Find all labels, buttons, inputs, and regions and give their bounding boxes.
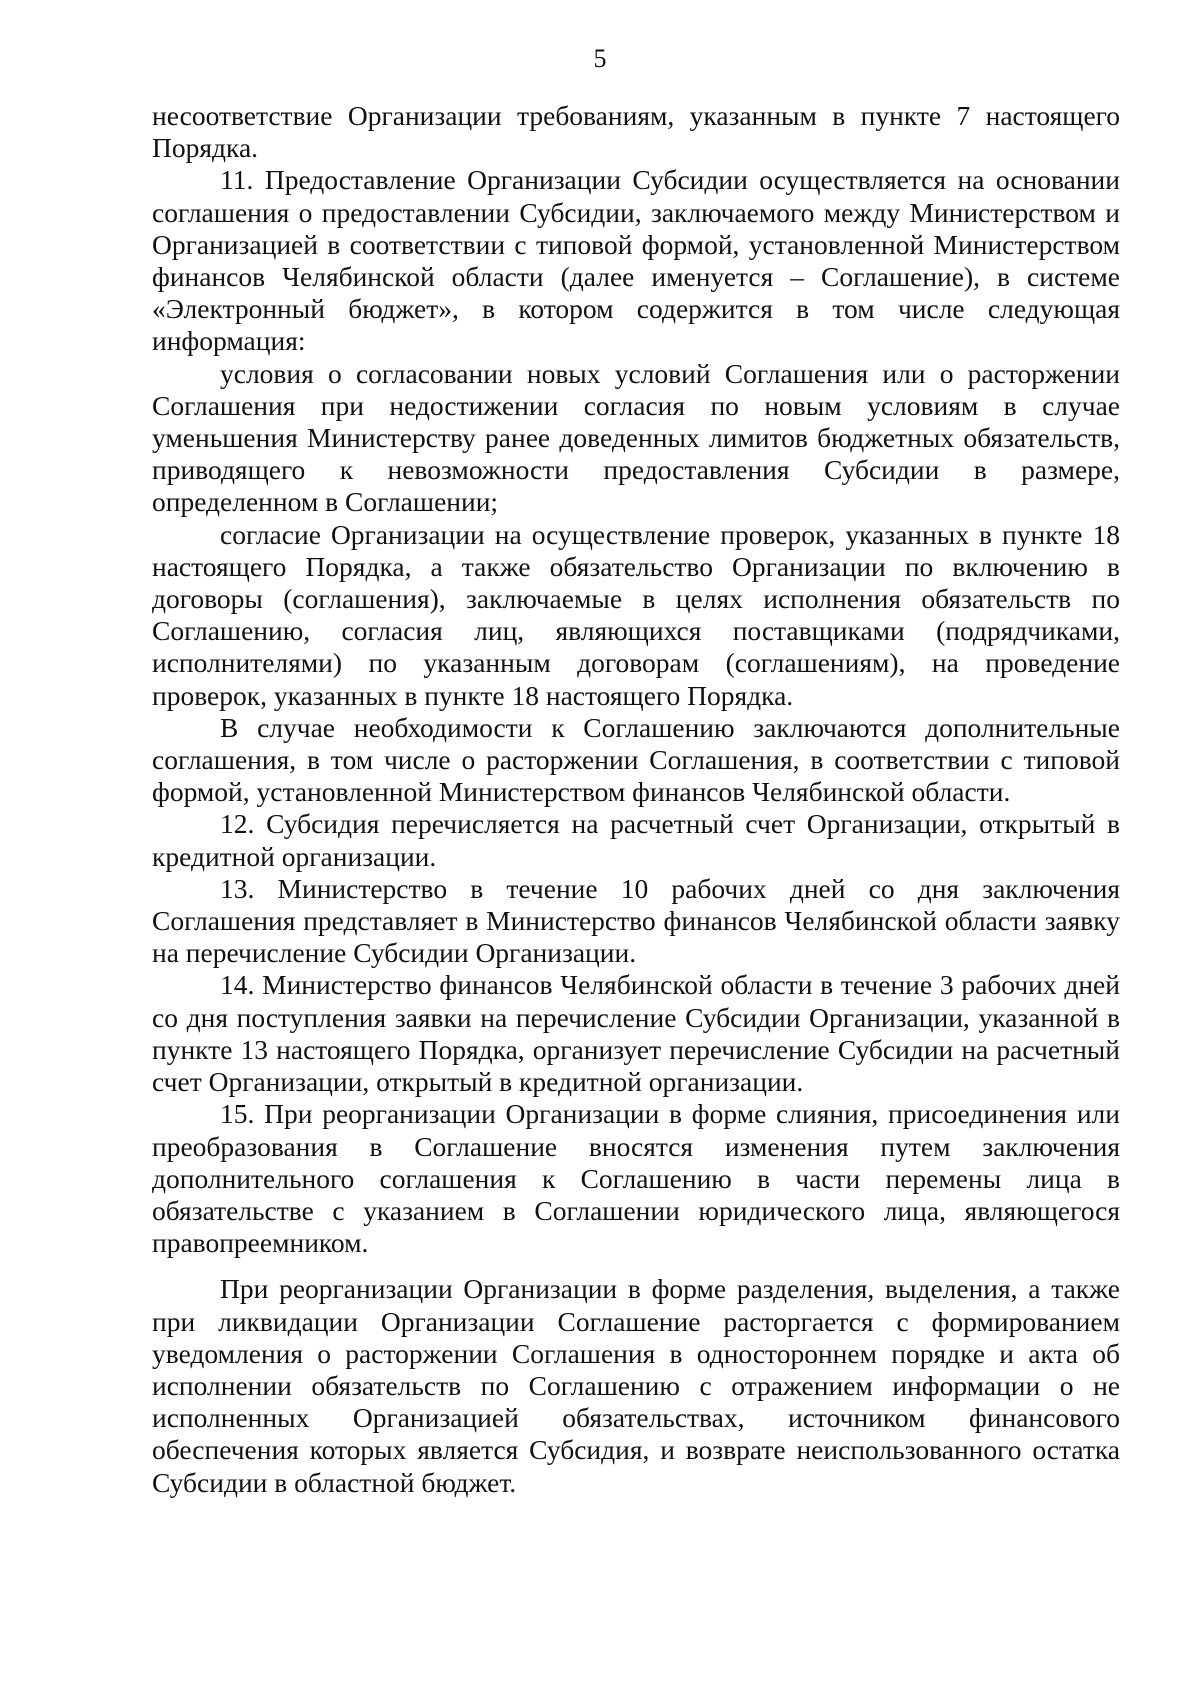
paragraph-item-12: 12. Субсидия перечисляется на расчетный счет Организации, открытый в кредитной организации. bbox=[152, 808, 1120, 872]
paragraph-reorganization: При реорганизации Организации в форме разделения, выделения, а также при ликвидации Организации Соглашение расторгается с формированием уведомления о расторжении Соглашения в одностороннем порядке и акта об исполнении обязательств по Соглашению с отражением информации о не исполненных Организацией обязательствах, источником финансового обеспечения которых является Субсидия, и возврате неиспользованного остатка Субсидии в областной бюджет. bbox=[152, 1273, 1120, 1498]
paragraph-item-14: 14. Министерство финансов Челябинской области в течение 3 рабочих дней со дня поступления заявки на перечисление Субсидии Организации, указанной в пункте 13 настоящего Порядка, организует перечисление Субсидии на расчетный счет Организации, открытый в кредитной организации. bbox=[152, 969, 1120, 1098]
paragraph-additional-agreements: В случае необходимости к Соглашению заключаются дополнительные соглашения, в том числе о расторжении Соглашения, в соответствии с типовой формой, установленной Министерством финансов Челябинской области. bbox=[152, 711, 1120, 808]
document-body bbox=[152, 100, 1120, 1499]
paragraph-item-15: 15. При реорганизации Организации в форме слияния, присоединения или преобразования в Соглашение вносятся изменения путем заключения дополнительного соглашения к Соглашению в части перемены лица в обязательстве с указанием в Соглашении юридического лица, являющегося правопреемником. bbox=[152, 1098, 1120, 1259]
page-number: 5 bbox=[593, 44, 607, 73]
paragraph-continuation: несоответствие Организации требованиям, указанным в пункте 7 настоящего Порядка. bbox=[152, 100, 1120, 164]
paragraph-item-11: 11. Предоставление Организации Субсидии осуществляется на основании соглашения о предоставлении Субсидии, заключаемого между Министерством и Организацией в соответствии с типовой формой, установленной Министерством финансов Челябинской области (далее именуется – Соглашение), в системе «Электронный бюджет», в котором содержится в том числе следующая информация: bbox=[152, 164, 1120, 357]
paragraph-consent: согласие Организации на осуществление проверок, указанных в пункте 18 настоящего Порядка, а также обязательство Организации по включению в договоры (соглашения), заключаемые в целях исполнения обязательств по Соглашению, согласия лиц, являющихся поставщиками (подрядчиками, исполнителями) по указанным договорам (соглашениям), на проведение проверок, указанных в пункте 18 настоящего Порядка. bbox=[152, 518, 1120, 711]
paragraph-item-13: 13. Министерство в течение 10 рабочих дней со дня заключения Соглашения представляет в Министерство финансов Челябинской области заявку на перечисление Субсидии Организации. bbox=[152, 872, 1120, 969]
paragraph-conditions: условия о согласовании новых условий Соглашения или о расторжении Соглашения при недостижении согласия по новым условиям в случае уменьшения Министерству ранее доведенных лимитов бюджетных обязательств, приводящего к невозможности предоставления Субсидии в размере, определенном в Соглашении; bbox=[152, 357, 1120, 518]
